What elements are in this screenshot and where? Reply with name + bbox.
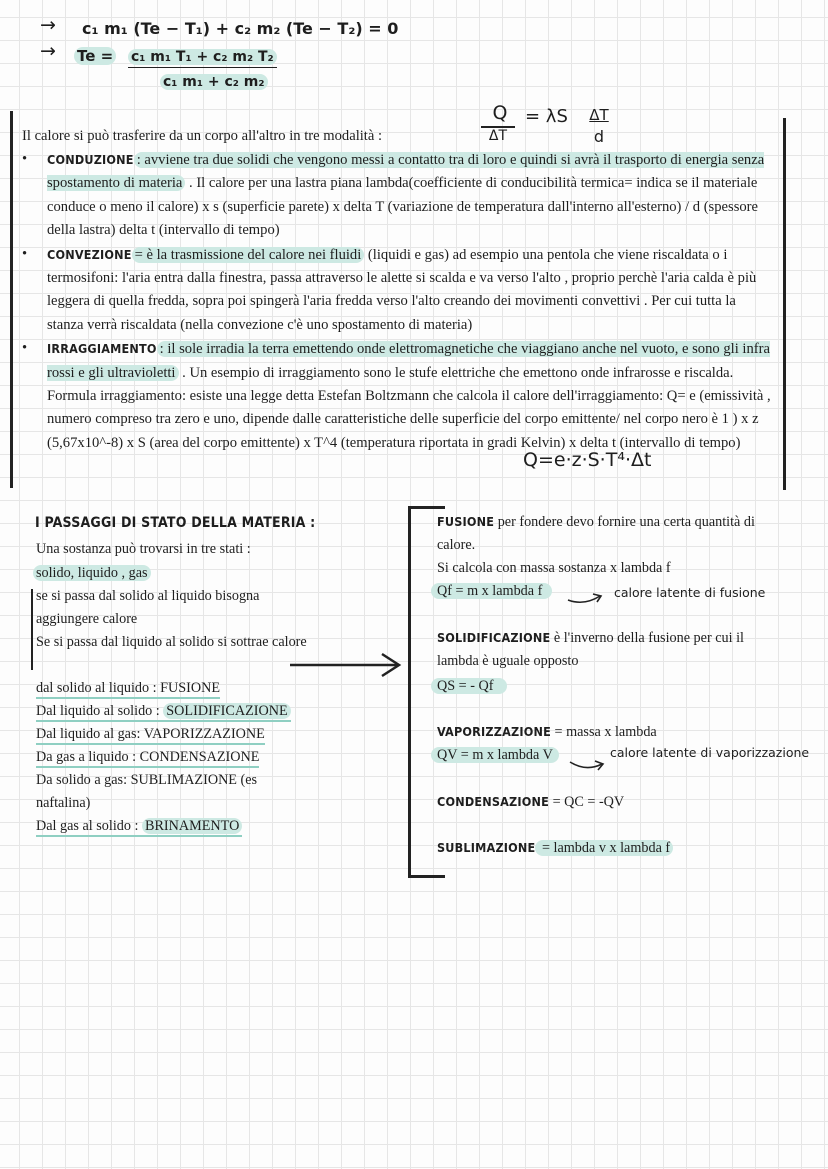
states-intro: Una sostanza può trovarsi in tre stati : [36,541,251,557]
fusione-formula: Qf = m x lambda f [431,580,552,603]
solidificazione-text: è l'inverno della fusione per cui il lambda è uguale opposto [437,630,744,669]
convezione-text: (liquidi e gas) ad esempio una pentola che viene riscaldata o i termosifoni: l'aria entra dalla finestra, passa attraverso le alette si scalda e va verso l'alto , proprio perchè l'aria calda è più leggera di quella fredda, sopra poi spingerà l'aria fredda verso l'alto creando dei movimenti convettivi . Per cui tutta la stanza verrà riscaldata (nella convezione c'è uno spostamento di materia) [47,246,757,333]
boltzmann-formula: Q=e·z·S·T⁴·Δt [523,449,652,471]
vaporizzazione-note: calore latente di vaporizzazione [610,745,810,760]
fusione-note: calore latente di fusione [614,585,766,600]
fusione-block [437,510,767,557]
transition-row-brinamento: Dal gas al solido : BRINAMENTO [36,815,326,838]
solidificazione-title: SOLIDIFICAZIONE [437,630,551,645]
solidificazione-block [437,626,767,673]
add-heat-text: se si passa dal solido al liquido bisogna aggiungere calore [36,588,260,627]
states-title: I PASSAGGI DI STATO DELLA MATERIA : [35,515,316,531]
curved-arrow-icon [566,588,606,608]
vaporizzazione-block [437,720,657,744]
fusione-text2: Si calcola con massa sostanza x lambda f [437,560,671,576]
condensazione-block [437,790,624,814]
solidificazione-formula: QS = - Qf [431,675,507,698]
states-intro-highlight: solido, liquido , gas [33,562,151,585]
fourier-denominator: ΔT [488,128,508,144]
sublimazione-title: SUBLIMAZIONE [437,840,536,855]
transition-row-fusione: dal solido al liquido : FUSIONE [36,677,326,700]
vaporizzazione-title: VAPORIZZAZIONE [437,724,551,739]
convezione-highlight: = è la trasmissione del calore nei fluidi [132,247,365,263]
irraggiamento-highlight: : il sole irradia la terra emettendo onde elettromagnetiche che viaggiano anche nel vuoto, e sono gli infra rossi e gli ultravioletti [47,341,770,381]
right-bracket-heat [783,118,786,490]
fusione-title: FUSIONE [437,514,495,529]
vaporizzazione-formula: QV = m x lambda V [431,744,559,767]
condensazione-text: = QC = -QV [549,794,625,810]
equation-te-denominator: c₁ m₁ + c₂ m₂ [160,74,268,90]
fourier-right-denominator: d [593,127,605,146]
condensazione-title: CONDENSAZIONE [437,794,550,809]
fusione-text: per fondere devo fornire una certa quantità di calore. [437,514,755,553]
conduzione-text: . Il calore per una lastra piana lambda(coefficiente di conducibilità termica= indica se il materiale conduce o meno il calore) x s (superficie parete) x delta T (variazione de temperatura dall'interno all'esterno) / d (spessore della lastra) delta t (intervallo di tempo) [47,175,759,239]
arrow-right-icon [288,650,404,680]
sublimazione-block [437,836,673,860]
list-item-irraggiamento: • IRRAGGIAMENTO : il sole irradia la terra emettendo onde elettromagnetiche che viaggiano anche nel vuoto, e sono gli infra rossi e gli ultravioletti . Un esempio di irraggiamento sono le stufe elettriche che emettono onde infrarosse e riscalda. Formula irraggiamento: esiste una legge detta Estefan Boltzmann che calcola il calore dell'irraggiamento: Q= e (emissività , numero compreso tra zero e uno, dipende dalle caratteristiche delle superficie del corpo emittente/ nel corpo nero è 1 ) x z (5,67x10^-8) x S (area del corpo emittente) x T^4 (temperatura riportata in gradi Kelvin) x delta t (intervallo di tempo) [22,340,771,451]
conduzione-highlight: : avviene tra due solidi che vengono messi a contatto tra di loro e quindi si avrà il trasporto di energia senza spostamento di materia [47,152,765,192]
transition-row-condensazione: Da gas a liquido : CONDENSAZIONE [36,746,326,769]
curved-arrow-icon-2 [568,756,608,776]
equation-te-numerator: c₁ m₁ T₁ + c₂ m₂ T₂ [128,49,277,68]
vaporizzazione-text: = massa x lambda [551,724,657,740]
transition-row-vaporizzazione: Dal liquido al gas: VAPORIZZAZIONE [36,723,326,746]
list-item-conduzione: • CONDUZIONE : avviene tra due solidi che vengono messi a contatto tra di loro e quindi si avrà il trasporto di energia senza spostamento di materia . Il calore per una lastra piana lambda(coefficiente di conducibilità termica= indica se il materiale conduce o meno il calore) x s (superficie parete) x delta T (variazione de temperatura dall'interno all'esterno) / d (spessore della lastra) delta t (intervallo di tempo) [22,151,765,239]
states-side-bar [31,589,33,670]
irraggiamento-title: IRRAGGIAMENTO [47,341,157,357]
fourier-middle: = λS [525,106,568,127]
conduzione-title: CONDUZIONE [47,152,134,167]
equation-te-lhs: Te = [74,47,116,65]
convezione-title: CONVEZIONE [47,246,132,262]
left-bracket-heat [10,111,13,488]
fourier-numerator: Q [492,102,508,124]
transition-list [36,677,326,838]
irraggiamento-text: . Un esempio di irraggiamento sono le stufe elettriche che emettono onde infrarosse e riscalda. Formula irraggiamento: esiste una legge detta Estefan Boltzmann che calcola il calore dell'irraggiamento: Q= e (emissività , numero compreso tra zero e uno, dipende dalle caratteristiche delle superficie del corpo emittente/ nel corpo nero è 1 ) x z (5,67x10^-8) x S (area del corpo emittente) x T^4 (temperatura riportata in gradi Kelvin) x delta t (intervallo di tempo) [47,364,771,451]
heat-intro: Il calore si può trasferire da un corpo all'altro in tre modalità : [22,128,383,144]
heat-transfer-list [22,148,774,455]
transition-row-solidificazione: Dal liquido al solido : SOLIDIFICAZIONE [36,700,326,723]
transition-row-sublimazione: Da solido a gas: SUBLIMAZIONE (es naftalina) [36,772,258,811]
list-item-convezione: • CONVEZIONE = è la trasmissione del calore nei fluidi (liquidi e gas) ad esempio una pentola che viene riscaldata o i termosifoni: l'aria entra dalla finestra, passa attraverso le alette si scalda e va verso l'alto , proprio perchè l'aria calda è più leggera di quella fredda, sopra poi spingerà l'aria fredda verso l'alto creando dei movimenti convettivi . Per cui tutta la stanza verrà riscaldata (nella convezione c'è uno spostamento di materia) [22,245,757,333]
fourier-right-numerator: ΔT [589,106,609,124]
equation-heat-balance: c₁ m₁ (Te − T₁) + c₂ m₂ (Te − T₂) = 0 [82,19,399,38]
equation-arrow-2: → [40,40,56,62]
equation-arrow-1: → [40,14,56,36]
sublimazione-text: = lambda v x lambda f [535,840,673,856]
remove-heat-text: Se si passa dal liquido al solido si sottrae calore [36,634,307,650]
